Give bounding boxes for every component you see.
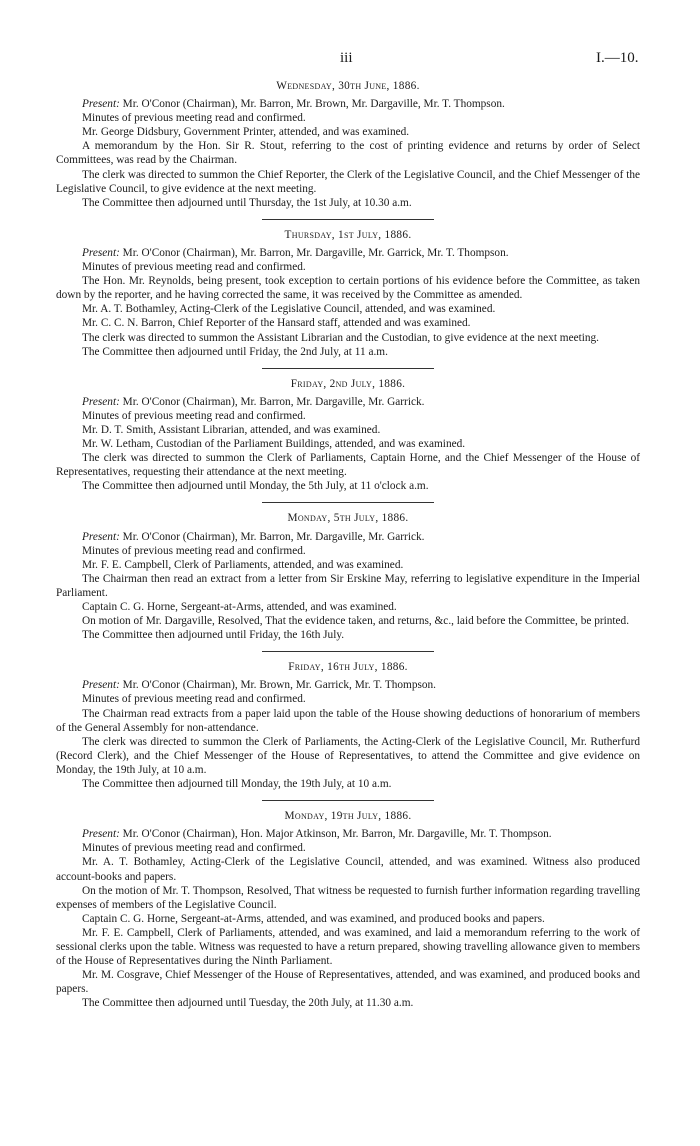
minute-paragraph: Mr. D. T. Smith, Assistant Librarian, attended, and was examined. xyxy=(82,423,381,436)
minute-paragraph: Minutes of previous meeting read and confirmed. xyxy=(82,842,306,855)
minute-paragraph: The Chairman read extracts from a paper laid upon the table of the House showing deductions of honorarium of members of the General Assembly for non-attendance. xyxy=(56,707,640,734)
present-label: Present: xyxy=(82,679,120,692)
present-line xyxy=(56,395,640,409)
minutes-body xyxy=(56,79,640,1010)
meeting-section xyxy=(56,809,640,1010)
present-label: Present: xyxy=(82,98,120,111)
present-line xyxy=(56,530,640,544)
minute-paragraph: Mr. F. E. Campbell, Clerk of Parliaments, attended, and was examined. xyxy=(82,558,404,571)
minute-paragraph: Minutes of previous meeting read and confirmed. xyxy=(82,544,306,557)
minute-paragraph: The Committee then adjourned till Monday, the 19th July, at 10 a.m. xyxy=(82,778,392,791)
meeting-date: Monday, 5th July, 1886. xyxy=(287,512,409,525)
present-line xyxy=(56,246,640,260)
meeting-date: Thursday, 1st July, 1886. xyxy=(284,228,412,241)
present-members: Mr. O'Conor (Chairman), Mr. Barron, Mr. Dargaville, Mr. Garrick, Mr. T. Thompson. xyxy=(119,246,509,259)
minute-paragraph: Mr. A. T. Bothamley, Acting-Clerk of the Legislative Council, attended, and was examined. Witness also produced account-books and papers. xyxy=(56,856,640,883)
meeting-date: Monday, 19th July, 1886. xyxy=(284,810,412,823)
section-divider xyxy=(262,368,434,369)
present-label: Present: xyxy=(82,828,120,841)
minute-paragraph: Captain C. G. Horne, Sergeant-at-Arms, attended, and was examined, and produced books and papers. xyxy=(82,912,545,925)
minute-paragraph: Minutes of previous meeting read and confirmed. xyxy=(82,261,306,274)
minute-paragraph: The Hon. Mr. Reynolds, being present, took exception to certain portions of his evidence before the Committee, as taken down by the reporter, and he having corrected the same, it was received by the Committee as amended. xyxy=(56,275,640,302)
minute-paragraph: Captain C. G. Horne, Sergeant-at-Arms, attended, and was examined. xyxy=(82,601,397,613)
minute-paragraph: The clerk was directed to summon the Assistant Librarian and the Custodian, to give evidence at the next meeting. xyxy=(82,331,600,344)
present-line xyxy=(56,678,640,692)
meeting-date: Friday, 2nd July, 1886. xyxy=(290,377,406,390)
present-members: Mr. O'Conor (Chairman), Mr. Barron, Mr. Dargaville, Mr. Garrick. xyxy=(119,395,425,408)
section-divider xyxy=(262,219,434,220)
present-members: Mr. O'Conor (Chairman), Mr. Barron, Mr. Brown, Mr. Dargaville, Mr. T. Thompson. xyxy=(119,98,505,111)
minute-paragraph: Mr. M. Cosgrave, Chief Messenger of the House of Representatives, attended, and was examined, and produced books and papers. xyxy=(56,969,640,996)
minute-paragraph: The clerk was directed to summon the Clerk of Parliaments, Captain Horne, and the Chief Messenger of the House of Representatives, requesting their attendance at the next meeting. xyxy=(56,452,640,479)
minute-paragraph: Minutes of previous meeting read and confirmed. xyxy=(82,112,306,125)
minute-paragraph: The Committee then adjourned until Monday, the 5th July, at 11 o'clock a.m. xyxy=(82,480,429,493)
present-label: Present: xyxy=(82,395,120,408)
minute-paragraph: The Chairman then read an extract from a letter from Sir Erskine May, referring to legislative expenditure in the Imperial Parliament. xyxy=(56,572,640,599)
minute-paragraph: Mr. W. Letham, Custodian of the Parliament Buildings, attended, and was examined. xyxy=(82,438,466,451)
minute-paragraph: Mr. George Didsbury, Government Printer, attended, and was examined. xyxy=(82,126,410,139)
meeting-section xyxy=(56,660,640,791)
present-members: Mr. O'Conor (Chairman), Hon. Major Atkinson, Mr. Barron, Mr. Dargaville, Mr. T. Thompson. xyxy=(119,828,552,841)
present-label: Present: xyxy=(82,246,120,259)
minute-paragraph: A memorandum by the Hon. Sir R. Stout, referring to the cost of printing evidence and returns by order of Select Committees, was read by the Chairman. xyxy=(56,140,640,167)
meeting-section xyxy=(56,79,640,210)
minute-paragraph: The Committee then adjourned until Friday, the 16th July. xyxy=(82,629,345,642)
minute-paragraph: Mr. C. C. N. Barron, Chief Reporter of the Hansard staff, attended and was examined. xyxy=(82,317,471,330)
minute-paragraph: Mr. A. T. Bothamley, Acting-Clerk of the Legislative Council, attended, and was examined. xyxy=(82,303,496,316)
minute-paragraph: The clerk was directed to summon the Clerk of Parliaments, the Acting-Clerk of the Legislative Council, Mr. Rutherfurd (Record Clerk), and the Chief Messenger of the House of Representatives, to attend the Committee and give evidence on Monday, the 19th July, at 10 a.m. xyxy=(56,735,640,776)
present-members: Mr. O'Conor (Chairman), Mr. Barron, Mr. Dargaville, Mr. Garrick. xyxy=(119,530,425,543)
section-divider xyxy=(262,800,434,801)
minute-paragraph: The Committee then adjourned until Friday, the 2nd July, at 11 a.m. xyxy=(82,345,388,358)
minute-paragraph: On the motion of Mr. T. Thompson, Resolved, That witness be requested to furnish further information regarding travelling expenses of members of the Legislative Council. xyxy=(56,884,640,911)
minute-paragraph: On motion of Mr. Dargaville, Resolved, That the evidence taken, and returns, &c., laid before the Committee, be printed. xyxy=(82,615,630,628)
present-label: Present: xyxy=(82,530,120,543)
minute-paragraph: The Committee then adjourned until Tuesday, the 20th July, at 11.30 a.m. xyxy=(82,997,414,1010)
minute-paragraph: Minutes of previous meeting read and confirmed. xyxy=(82,693,306,706)
minute-paragraph: The Committee then adjourned until Thursday, the 1st July, at 10.30 a.m. xyxy=(82,196,412,209)
meeting-date: Friday, 16th July, 1886. xyxy=(288,661,408,674)
minute-paragraph: Minutes of previous meeting read and confirmed. xyxy=(82,409,306,422)
meeting-section xyxy=(56,228,640,359)
meeting-section xyxy=(56,377,640,494)
present-line xyxy=(56,97,640,111)
page-number: iii xyxy=(340,50,353,66)
section-divider xyxy=(262,651,434,652)
document-reference: I.—10. xyxy=(596,50,639,66)
minute-paragraph: Mr. F. E. Campbell, Clerk of Parliaments, attended, and was examined, and laid a memorandum referring to the work of sessional clerks upon the table. Witness was requested to have a return prepared, showing travelling allowance given to members of the House of Representatives during the Ninth Parliament. xyxy=(56,926,640,968)
section-divider xyxy=(262,502,434,503)
present-members: Mr. O'Conor (Chairman), Mr. Brown, Mr. Garrick, Mr. T. Thompson. xyxy=(119,679,436,692)
meeting-date: Wednesday, 30th June, 1886. xyxy=(276,80,420,92)
meeting-section xyxy=(56,511,640,642)
minute-paragraph: The clerk was directed to summon the Chief Reporter, the Clerk of the Legislative Council, and the Chief Messenger of the Legislative Council, to give evidence at the next meeting. xyxy=(56,168,640,195)
present-line xyxy=(56,827,640,841)
